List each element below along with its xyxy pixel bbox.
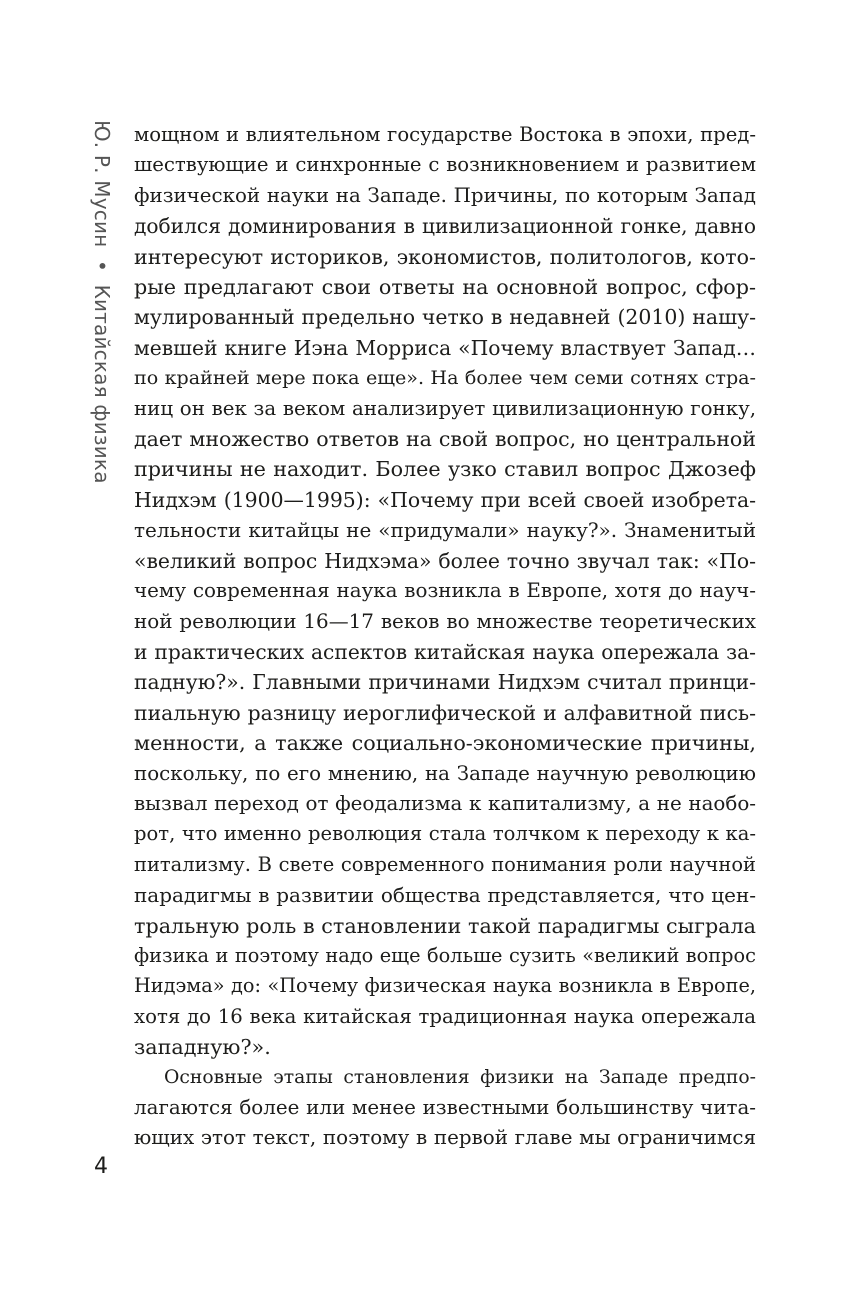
text-line: ниц он век за веком анализирует цивилизационную гонку, bbox=[134, 396, 756, 420]
text-line: Нидэма» до: «Почему физическая наука возникла в Европе, bbox=[134, 974, 756, 998]
text-line: чему современная наука возникла в Европе, хотя до науч- bbox=[134, 579, 756, 603]
text-line: ной революции 16—17 веков во множестве теоретических bbox=[134, 609, 756, 633]
text-line: добился доминирования в цивилизационной гонке, давно bbox=[134, 214, 756, 239]
text-line: западную?». bbox=[134, 1035, 271, 1060]
text-line: Основные этапы становления физики на Западе предпо- bbox=[164, 1066, 756, 1088]
text-line: мевшей книге Иэна Морриса «Почему властвует Запад… bbox=[134, 335, 756, 360]
running-head-separator: • bbox=[90, 260, 114, 273]
running-head bbox=[86, 120, 118, 484]
text-line: вызвал переход от феодализма к капитализму, а не наобо- bbox=[134, 791, 756, 815]
body-text bbox=[134, 120, 756, 1154]
text-line: физика и поэтому надо еще больше сузить «великий вопрос bbox=[134, 943, 756, 967]
text-line: мулированный предельно четко в недавней (2010) нашу- bbox=[134, 305, 756, 330]
text-line: хотя до 16 века китайская традиционная наука опережала bbox=[134, 1004, 756, 1028]
text-line: падную?». Главными причинами Нидхэм считал принци- bbox=[134, 670, 756, 695]
text-line: Нидхэм (1900—1995): «Почему при всей своей изобрета- bbox=[134, 487, 756, 512]
running-head-author: Ю. Р. Мусин bbox=[90, 120, 114, 248]
text-line: лагаются более или менее известными большинству чита- bbox=[134, 1096, 756, 1119]
text-line: ющих этот текст, поэтому в первой главе мы ограничимся bbox=[134, 1126, 756, 1150]
text-line: по крайней мере пока еще». На более чем семи сотнях стра- bbox=[134, 366, 756, 390]
text-line: парадигмы в развитии общества представляется, что цен- bbox=[134, 883, 756, 908]
text-line: и практических аспектов китайская наука опережала за- bbox=[134, 639, 756, 664]
text-line: тральную роль в становлении такой парадигмы сыграла bbox=[134, 913, 756, 938]
paragraph-1 bbox=[134, 120, 756, 1063]
text-line: мощном и влиятельном государстве Востока в эпохи, пред- bbox=[134, 123, 756, 146]
text-line: менности, а также социально-экономические причины, bbox=[134, 731, 756, 756]
text-line: дает множество ответов на свой вопрос, но центральной bbox=[134, 427, 756, 452]
text-line: тельности китайцы не «придумали» науку?». Знаменитый bbox=[134, 518, 756, 543]
text-line: «великий вопрос Нидхэма» более точно звучал так: «По- bbox=[134, 548, 756, 573]
paragraph-2 bbox=[134, 1063, 756, 1154]
text-line: шествующие и синхронные с возникновением и развитием bbox=[134, 153, 756, 177]
text-line: питализму. В свете современного понимания роли научной bbox=[134, 852, 756, 876]
text-line: пиальную разницу иероглифической и алфавитной пись- bbox=[134, 700, 756, 725]
text-line: поскольку, по его мнению, на Западе научную революцию bbox=[134, 761, 756, 785]
page-number: 4 bbox=[94, 1154, 108, 1179]
text-line: рот, что именно революция стала толчком к переходу к ка- bbox=[134, 822, 756, 846]
text-line: причины не находит. Более узко ставил вопрос Джозеф bbox=[134, 457, 756, 482]
text-line: интересуют историков, экономистов, политологов, кото- bbox=[134, 244, 756, 269]
text-line: рые предлагают свои ответы на основной вопрос, сфор- bbox=[134, 275, 756, 300]
running-head-title: Китайская физика bbox=[90, 284, 114, 484]
text-line: физической науки на Западе. Причины, по которым Запад bbox=[134, 183, 756, 207]
